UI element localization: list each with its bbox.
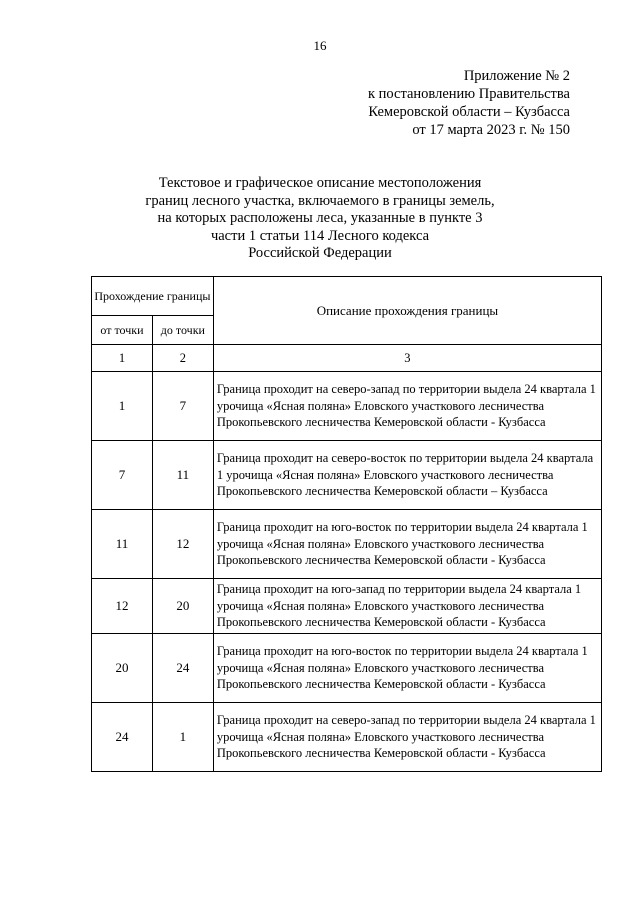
column-number: 1 — [92, 345, 153, 372]
from-point-cell: 7 — [92, 441, 153, 510]
to-point-cell: 7 — [152, 372, 213, 441]
table-row — [92, 634, 602, 703]
to-point-cell: 20 — [152, 579, 213, 634]
appendix-line: к постановлению Правительства — [368, 86, 570, 102]
table-row — [92, 441, 602, 510]
to-point-cell: 11 — [152, 441, 213, 510]
table-row — [92, 579, 602, 634]
appendix-line: Приложение № 2 — [463, 68, 570, 84]
title-line: Текстовое и графическое описание местоположения — [158, 175, 482, 191]
description-cell: Граница проходит на северо-запад по территории выдела 24 квартала 1 урочища «Ясная поляна» Еловского участкового лесничества Прокопьевского лесничества Кемеровской области - Кузбасса — [213, 372, 601, 441]
from-point-cell: 20 — [92, 634, 153, 703]
column-number-row — [92, 345, 602, 372]
table-row — [92, 703, 602, 772]
boundary-table — [91, 276, 602, 772]
to-point-cell: 24 — [152, 634, 213, 703]
title-line: Российской Федерации — [248, 245, 392, 261]
description-cell: Граница проходит на северо-запад по территории выдела 24 квартала 1 урочища «Ясная поляна» Еловского участкового лесничества Прокопьевского лесничества Кемеровской области - Кузбасса — [213, 703, 601, 772]
from-point-cell: 11 — [92, 510, 153, 579]
header-boundary-description: Описание прохождения границы — [213, 277, 601, 345]
description-cell: Граница проходит на юго-запад по территории выдела 24 квартала 1 урочища «Ясная поляна» Еловского участкового лесничества Прокопьевского лесничества Кемеровской области - Кузбасса — [213, 579, 601, 634]
title-line: части 1 статьи 114 Лесного кодекса — [210, 227, 430, 244]
description-cell: Граница проходит на юго-восток по территории выдела 24 квартала 1 урочища «Ясная поляна» Еловского участкового лесничества Прокопьевского лесничества Кемеровской области - Кузбасса — [213, 634, 601, 703]
header-from-point: от точки — [92, 316, 153, 345]
description-cell: Граница проходит на северо-восток по территории выдела 24 квартала 1 урочища «Ясная поляна» Еловского участкового лесничества Прокопьевского лесничества Кемеровской области – Кузбасса — [213, 441, 601, 510]
column-number: 3 — [213, 345, 601, 372]
appendix-line: от 17 марта 2023 г. № 150 — [412, 122, 570, 138]
from-point-cell: 1 — [92, 372, 153, 441]
appendix-reference — [368, 67, 570, 139]
title-line: на которых расположены леса, указанные в пункте 3 — [157, 210, 483, 226]
appendix-line: Кемеровской области – Кузбасса — [368, 104, 570, 120]
description-cell: Граница проходит на юго-восток по территории выдела 24 квартала 1 урочища «Ясная поляна» Еловского участкового лесничества Прокопьевского лесничества Кемеровской области - Кузбасса — [213, 510, 601, 579]
from-point-cell: 12 — [92, 579, 153, 634]
document-title — [0, 175, 640, 263]
title-line: границ лесного участка, включаемого в границы земель, — [145, 192, 495, 209]
to-point-cell: 12 — [152, 510, 213, 579]
table-row — [92, 372, 602, 441]
page-number: 16 — [313, 38, 327, 53]
table-row — [92, 510, 602, 579]
column-number: 2 — [152, 345, 213, 372]
from-point-cell: 24 — [92, 703, 153, 772]
header-boundary-passage: Прохождение границы — [92, 277, 214, 316]
to-point-cell: 1 — [152, 703, 213, 772]
header-to-point: до точки — [152, 316, 213, 345]
